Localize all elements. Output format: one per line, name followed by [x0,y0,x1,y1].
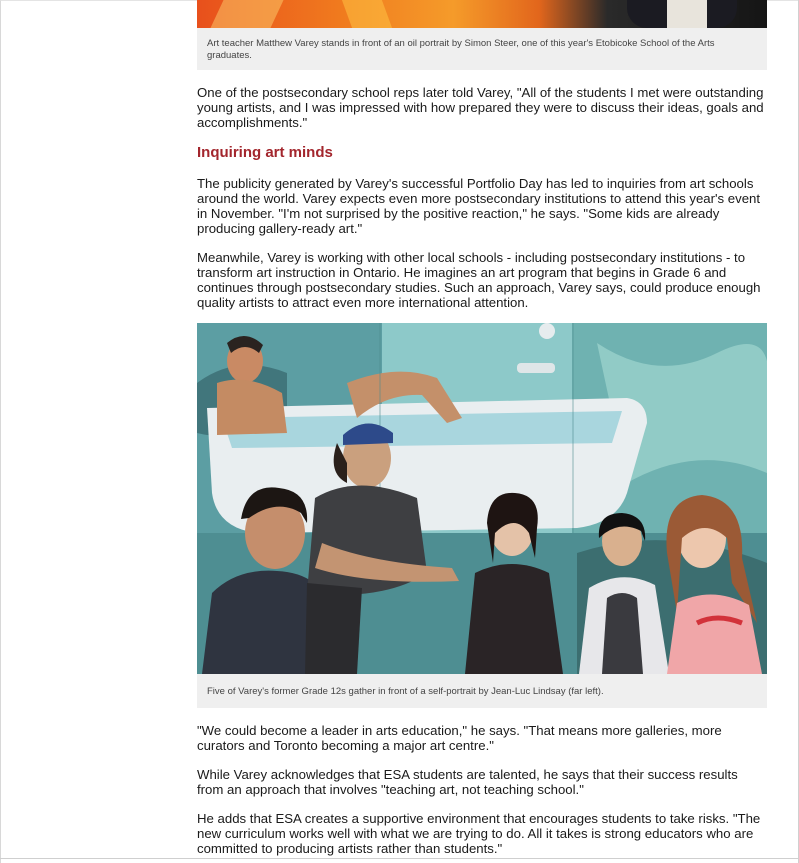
paragraph-leader-arts: "We could become a leader in arts education," he says. "That means more galleries, more curators and Toronto becoming a major art centre." [197,723,722,753]
students-group-photo [197,323,767,674]
section-heading: Inquiring art minds [197,144,333,161]
paragraph-teaching-art: While Varey acknowledges that ESA students are talented, he says that their success results from an approach that involves "teaching art, not teaching school." [197,767,738,797]
photo-caption-main: Five of Varey's former Grade 12s gather in front of a self-portrait by Jean-Luc Lindsay (far left). [197,674,767,708]
paragraph-supportive-environment: He adds that ESA creates a supportive environment that encourages students to take risks. "The new curriculum works well with what we are trying to do. All it takes is strong educators who are committed to producing artists rather than students." [197,811,761,856]
paragraph-local-schools: Meanwhile, Varey is working with other local schools - including postsecondary institutions - to transform art instruction in Ontario. He imagines an art program that begins in Grade 6 and continues through postsecondary studies. Such an approach, Varey says, could produce enough quality artists to attract even more international attention. [197,250,761,310]
paragraph-publicity: The publicity generated by Varey's successful Portfolio Day has led to inquiries from art schools around the world. Varey expects even more postsecondary institutions to attend this year's event in November. "I'm not surprised by the positive reaction," he says. "Some kids are already producing gallery-ready art." [197,176,761,236]
article-column [197,0,767,856]
teacher-portrait-photo [197,0,767,28]
photo-caption-top: Art teacher Matthew Varey stands in front of an oil portrait by Simon Steer, one of this year's Etobicoke School of the Arts graduates. [197,28,767,70]
paragraph-postsecondary-rep: One of the postsecondary school reps later told Varey, "All of the students I met were outstanding young artists, and I was impressed with how prepared they were to discuss their ideas, goals and accomplishments." [197,85,764,130]
page-frame-bottom-border [0,858,799,859]
